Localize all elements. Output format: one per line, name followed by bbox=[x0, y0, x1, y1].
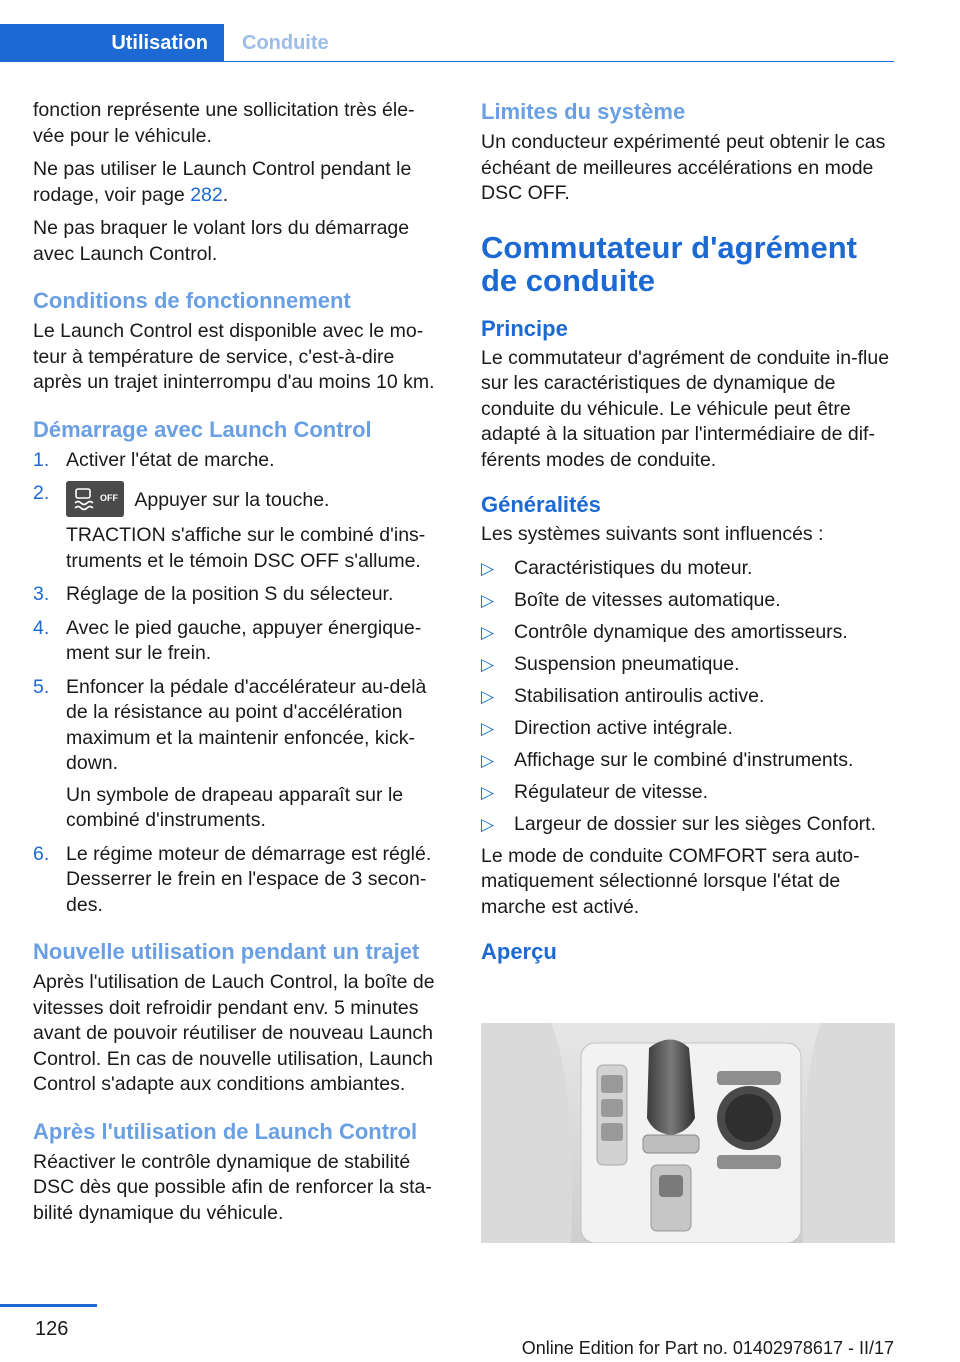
dsc-off-button-icon bbox=[66, 481, 124, 517]
step-number: 2. bbox=[33, 482, 50, 504]
overview-heading: Aperçu bbox=[481, 939, 557, 964]
list-item bbox=[481, 588, 896, 614]
step-text: Activer l'état de marche. bbox=[66, 448, 275, 471]
step-text: Le régime moteur de démarrage est réglé. Desserrer le frein en l'espace de 3 secon-des. bbox=[66, 842, 432, 916]
bullet-triangle-icon: ▷ bbox=[481, 590, 495, 610]
bullet-triangle-icon: ▷ bbox=[481, 654, 495, 674]
bullet-text: Contrôle dynamique des amortisseurs. bbox=[514, 620, 848, 643]
launch-steps-list bbox=[33, 448, 445, 919]
step-number: 1. bbox=[33, 448, 50, 471]
bullet-text: Régulateur de vitesse. bbox=[514, 780, 709, 803]
page-number: 126 bbox=[35, 1318, 69, 1340]
right-column bbox=[481, 98, 896, 969]
left-column bbox=[33, 98, 445, 1234]
limits-text: Un conducteur expérimenté peut obtenir le cas échéant de meilleures accélérations en mode DSC OFF. bbox=[481, 131, 886, 204]
bullet-triangle-icon: ▷ bbox=[481, 782, 495, 802]
svg-text:OFF: OFF bbox=[100, 493, 118, 503]
bullet-text: Affichage sur le combiné d'instruments. bbox=[514, 748, 854, 771]
list-item bbox=[33, 616, 445, 667]
step-subtext: TRACTION s'affiche sur le combiné d'ins-truments et le témoin DSC OFF s'allume. bbox=[66, 524, 426, 572]
intro-paragraph-2-text: Ne pas utiliser le Launch Control pendant le rodage, voir page bbox=[33, 158, 412, 206]
intro-paragraph-2-end: . bbox=[222, 183, 229, 206]
bullet-triangle-icon: ▷ bbox=[481, 558, 495, 578]
influenced-systems-list bbox=[481, 556, 896, 838]
step-text: Appuyer sur la touche. bbox=[130, 489, 330, 511]
conditions-heading: Conditions de fonctionnement bbox=[33, 288, 351, 313]
after-launch-text: Réactiver le contrôle dynamique de stabilité DSC dès que possible afin de renforcer la sta-bilité dynamique du véhicule. bbox=[33, 1150, 432, 1224]
limits-heading: Limites du système bbox=[481, 99, 686, 124]
list-item bbox=[481, 812, 896, 838]
list-item bbox=[481, 620, 896, 646]
tab-conduite[interactable]: Conduite bbox=[242, 31, 329, 54]
bullet-text: Stabilisation antiroulis active. bbox=[514, 684, 765, 707]
footer-rule bbox=[0, 1304, 97, 1307]
bullet-triangle-icon: ▷ bbox=[481, 814, 495, 834]
list-item bbox=[481, 780, 896, 806]
list-item bbox=[481, 716, 896, 742]
list-item bbox=[481, 684, 896, 710]
list-item bbox=[33, 448, 445, 474]
bullet-text: Suspension pneumatique. bbox=[514, 652, 740, 675]
launch-start-heading: Démarrage avec Launch Control bbox=[33, 416, 372, 442]
bullet-text: Boîte de vitesses automatique. bbox=[514, 588, 781, 611]
section-title: Commutateur d'agrément de conduite bbox=[481, 229, 857, 298]
intro-paragraph-2 bbox=[33, 157, 445, 208]
list-item bbox=[33, 481, 445, 574]
after-launch-heading: Après l'utilisation de Launch Control bbox=[33, 1118, 418, 1144]
reuse-text: Après l'utilisation de Lauch Control, la boîte de vitesses doit refroidir pendant env. 5 minutes avant de pouvoir réutiliser de nouveau Launch Control. En cas de nouvelle utilisation, Launch Control s'adapte aux conditions ambiantes. bbox=[33, 971, 435, 1095]
header-tabs bbox=[0, 24, 894, 62]
general-outro: Le mode de conduite COMFORT sera auto-matiquement sélectionné lorsque l'état de marche est activé. bbox=[481, 844, 860, 918]
conditions-text: Le Launch Control est disponible avec le mo-teur à température de service, c'est-à-dire après un trajet ininterrompu d'au moins 10 km. bbox=[33, 320, 435, 393]
step-text: Enfoncer la pédale d'accélérateur au-delà de la résistance au point d'accélération maximum et la maintenir enfoncée, kick-down. bbox=[66, 675, 427, 774]
step-number: 3. bbox=[33, 583, 50, 605]
edition-note: Online Edition for Part no. 01402978617 - II/17 bbox=[521, 1338, 894, 1358]
principle-text: Le commutateur d'agrément de conduite in-flue sur les caractéristiques de dynamique de conduite du véhicule. Le véhicule peut être adapté à la situation par l'intermédiaire de dif-férents modes de conduite. bbox=[481, 346, 890, 471]
list-item bbox=[481, 652, 896, 678]
list-item bbox=[481, 748, 896, 774]
step-number: 4. bbox=[33, 616, 50, 639]
principle-heading: Principe bbox=[481, 315, 568, 341]
list-item bbox=[33, 675, 445, 834]
step-text: Avec le pied gauche, appuyer énergique-ment sur le frein. bbox=[66, 616, 422, 664]
bullet-text: Caractéristiques du moteur. bbox=[514, 556, 753, 579]
step-number: 5. bbox=[33, 675, 50, 698]
general-intro: Les systèmes suivants sont influencés : bbox=[481, 523, 824, 545]
step-subtext: Un symbole de drapeau apparaît sur le combiné d'instruments. bbox=[66, 783, 404, 831]
bullet-triangle-icon: ▷ bbox=[481, 750, 495, 770]
center-console-photo bbox=[481, 1023, 895, 1243]
page-link-282[interactable]: 282 bbox=[190, 183, 223, 206]
tab-utilisation[interactable]: Utilisation bbox=[0, 24, 224, 62]
reuse-heading: Nouvelle utilisation pendant un trajet bbox=[33, 939, 420, 964]
bullet-triangle-icon: ▷ bbox=[481, 686, 495, 706]
list-item bbox=[33, 842, 445, 919]
bullet-text: Largeur de dossier sur les sièges Confort. bbox=[514, 812, 877, 835]
step-number: 6. bbox=[33, 842, 50, 865]
list-item bbox=[481, 556, 896, 582]
bullet-triangle-icon: ▷ bbox=[481, 622, 495, 642]
bullet-text: Direction active intégrale. bbox=[514, 716, 733, 739]
general-heading: Généralités bbox=[481, 492, 601, 517]
list-item bbox=[33, 582, 445, 608]
step-text: Réglage de la position S du sélecteur. bbox=[66, 583, 394, 605]
intro-paragraph-3: Ne pas braquer le volant lors du démarrage avec Launch Control. bbox=[33, 217, 410, 265]
intro-paragraph-1: fonction représente une sollicitation très éle-vée pour le véhicule. bbox=[33, 99, 415, 147]
header-rule bbox=[224, 61, 894, 62]
bullet-triangle-icon: ▷ bbox=[481, 718, 495, 738]
